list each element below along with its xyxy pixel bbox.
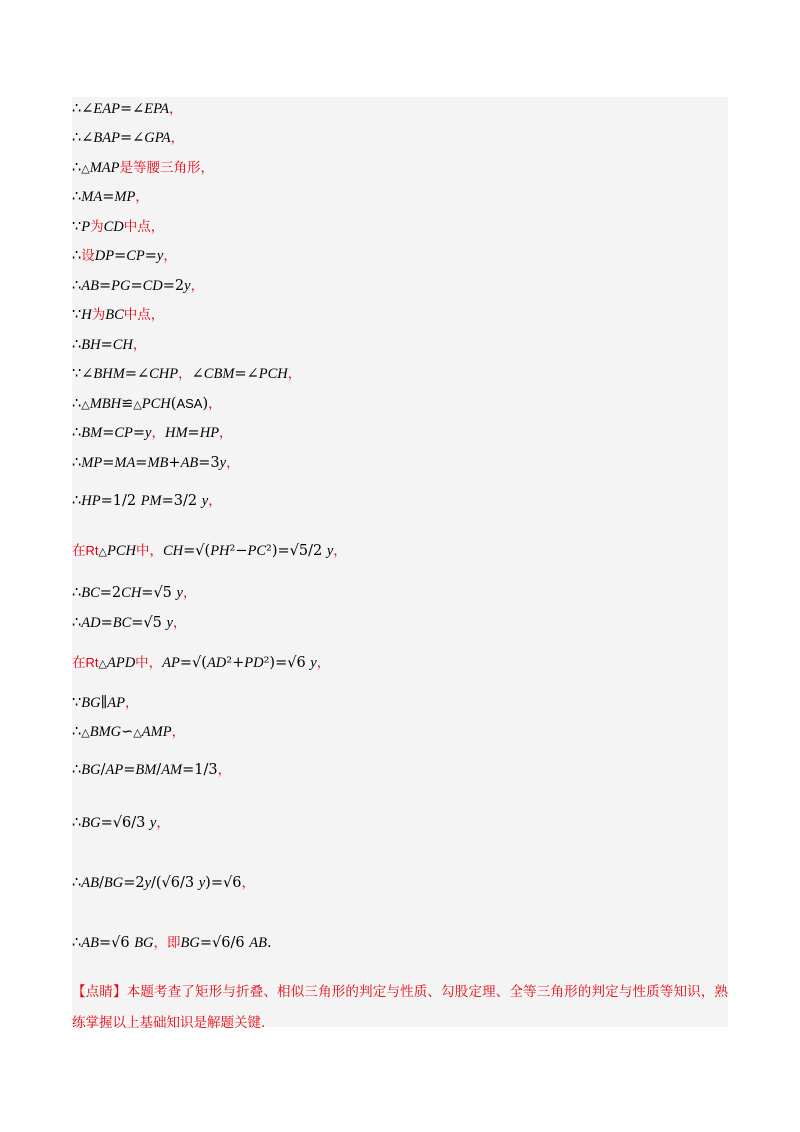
note-tag: 【点睛】 xyxy=(72,984,127,1000)
step-line: ∴AB=√6 BG，即BG=√6/6 AB. xyxy=(72,935,272,951)
step-line: ∴设DP=CP=y， xyxy=(72,248,177,264)
step-line: ∴BM=CP=y，HM=HP， xyxy=(72,425,233,441)
step-line: ∴MP=MA=MB+AB=3y， xyxy=(72,455,240,471)
step-line: 在Rt△APD中，AP=√(AD²+PD²)=√6 y， xyxy=(72,655,331,671)
step-line: ∴AB=PG=CD=2y， xyxy=(72,278,205,294)
step-line: 在Rt△PCH中，CH=√(PH²−PC²)=√5/2 y， xyxy=(72,543,347,559)
solution-content xyxy=(72,97,729,1031)
step-line: ∴BC=2CH=√5 y， xyxy=(72,585,197,601)
step-line: ∵H为BC中点， xyxy=(72,307,165,323)
step-line: ∴∠EAP=∠EPA， xyxy=(72,101,183,117)
note-text: 本题考查了矩形与折叠、相似三角形的判定与性质、勾股定理、全等三角形的判定与性质等知识，熟练掌握以上基础知识是解题关键. xyxy=(72,984,729,1031)
step-line: ∴MA=MP， xyxy=(72,189,149,205)
step-line: ∵BG∥AP， xyxy=(72,695,139,711)
step-line: ∴△MAP是等腰三角形， xyxy=(72,160,215,176)
step-line: ∴HP=1/2 PM=3/2 y， xyxy=(72,493,222,509)
step-line: ∴△MBH≌△PCH(ASA)， xyxy=(72,396,222,412)
key-point-note xyxy=(72,977,728,1039)
step-line: ∴AB/BG=2y/(√6/3 y)=√6， xyxy=(72,875,255,891)
step-line: ∴AD=BC=√5 y， xyxy=(72,615,187,631)
step-line: ∴BG/AP=BM/AM=1/3， xyxy=(72,762,232,778)
step-line: ∴BG=√6/3 y， xyxy=(72,815,170,831)
step-line: ∴∠BAP=∠GPA， xyxy=(72,130,185,146)
step-line: ∴BH=CH， xyxy=(72,337,147,353)
step-line: ∴△BMG∽△AMP， xyxy=(72,724,186,740)
step-line: ∵∠BHM=∠CHP，∠CBM=∠PCH， xyxy=(72,366,302,382)
step-line: ∵P为CD中点， xyxy=(72,219,165,235)
